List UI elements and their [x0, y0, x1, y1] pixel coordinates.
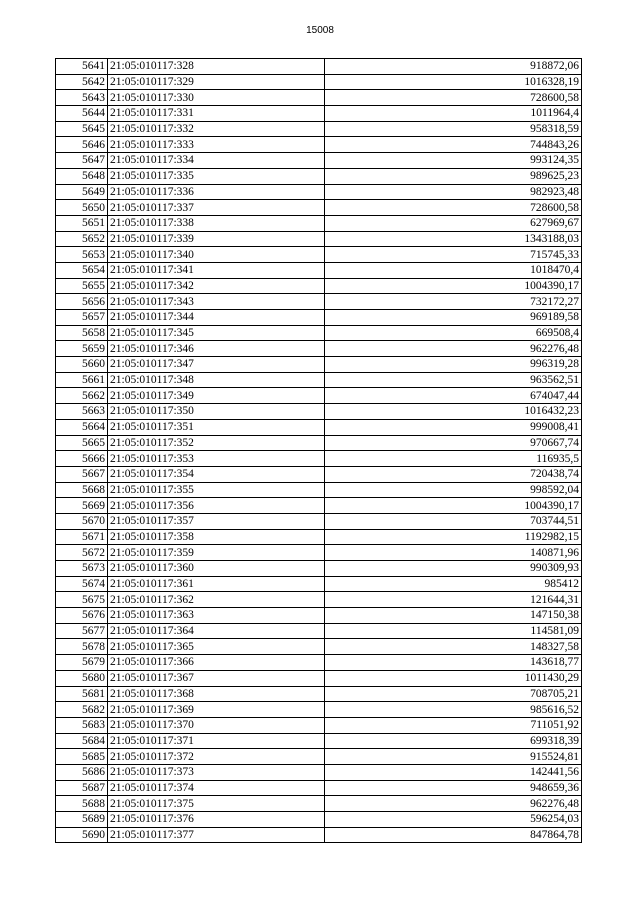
cadastral-number-cell: 21:05:010117:362: [108, 592, 325, 608]
table-row: [56, 153, 582, 169]
cadastral-number-cell: 21:05:010117:346: [108, 341, 325, 357]
cadastral-number-cell: 21:05:010117:354: [108, 466, 325, 482]
cadastral-number-cell: 21:05:010117:351: [108, 419, 325, 435]
row-number-cell: 5657: [56, 310, 108, 326]
row-number-cell: 5687: [56, 780, 108, 796]
table-row: [56, 388, 582, 404]
row-number-cell: 5660: [56, 357, 108, 373]
row-number-cell: 5646: [56, 137, 108, 153]
row-number-cell: 5672: [56, 545, 108, 561]
cadastral-value-cell: 114581,09: [325, 623, 582, 639]
cadastral-value-cell: 669508,4: [325, 325, 582, 341]
row-number-cell: 5670: [56, 513, 108, 529]
cadastral-number-cell: 21:05:010117:350: [108, 404, 325, 420]
cadastral-value-cell: 970667,74: [325, 435, 582, 451]
table-row: [56, 404, 582, 420]
table-row: [56, 325, 582, 341]
cadastral-value-cell: 918872,06: [325, 59, 582, 75]
row-number-cell: 5667: [56, 466, 108, 482]
page-number: 15008: [306, 25, 334, 36]
cadastral-value-cell: 915524,81: [325, 749, 582, 765]
row-number-cell: 5656: [56, 294, 108, 310]
table-row: [56, 106, 582, 122]
row-number-cell: 5681: [56, 686, 108, 702]
cadastral-number-cell: 21:05:010117:339: [108, 231, 325, 247]
row-number-cell: 5684: [56, 733, 108, 749]
cadastral-value-cell: 1004390,17: [325, 498, 582, 514]
table-row: [56, 310, 582, 326]
table-row: [56, 247, 582, 263]
cadastral-number-cell: 21:05:010117:328: [108, 59, 325, 75]
row-number-cell: 5689: [56, 812, 108, 828]
cadastral-number-cell: 21:05:010117:361: [108, 576, 325, 592]
cadastral-value-cell: 998592,04: [325, 482, 582, 498]
cadastral-value-cell: 711051,92: [325, 717, 582, 733]
table-row: [56, 451, 582, 467]
row-number-cell: 5674: [56, 576, 108, 592]
cadastral-number-cell: 21:05:010117:372: [108, 749, 325, 765]
row-number-cell: 5649: [56, 184, 108, 200]
table-row: [56, 827, 582, 843]
cadastral-value-cell: 962276,48: [325, 796, 582, 812]
cadastral-number-cell: 21:05:010117:334: [108, 153, 325, 169]
table-row: [56, 498, 582, 514]
cadastral-value-cell: 148327,58: [325, 639, 582, 655]
cadastral-number-cell: 21:05:010117:370: [108, 717, 325, 733]
row-number-cell: 5650: [56, 200, 108, 216]
table-row: [56, 121, 582, 137]
table-row: [56, 717, 582, 733]
table-row: [56, 780, 582, 796]
cadastral-number-cell: 21:05:010117:336: [108, 184, 325, 200]
table-row: [56, 262, 582, 278]
row-number-cell: 5675: [56, 592, 108, 608]
row-number-cell: 5686: [56, 764, 108, 780]
row-number-cell: 5651: [56, 215, 108, 231]
cadastral-value-cell: 958318,59: [325, 121, 582, 137]
cadastral-value-cell: 969189,58: [325, 310, 582, 326]
cadastral-value-cell: 989625,23: [325, 168, 582, 184]
table-row: [56, 357, 582, 373]
row-number-cell: 5642: [56, 74, 108, 90]
table-row: [56, 168, 582, 184]
cadastral-value-cell: 996319,28: [325, 357, 582, 373]
cadastral-value-cell: 1018470,4: [325, 262, 582, 278]
table-row: [56, 419, 582, 435]
row-number-cell: 5679: [56, 655, 108, 671]
table-row: [56, 670, 582, 686]
table-row: [56, 90, 582, 106]
cadastral-value-cell: 728600,58: [325, 90, 582, 106]
table-row: [56, 561, 582, 577]
table-row: [56, 74, 582, 90]
cadastral-number-cell: 21:05:010117:376: [108, 812, 325, 828]
cadastral-value-cell: 732172,27: [325, 294, 582, 310]
cadastral-value-cell: 1011430,29: [325, 670, 582, 686]
table-row: [56, 482, 582, 498]
cadastral-value-cell: 720438,74: [325, 466, 582, 482]
row-number-cell: 5663: [56, 404, 108, 420]
cadastral-value-cell: 999008,41: [325, 419, 582, 435]
cadastral-number-cell: 21:05:010117:340: [108, 247, 325, 263]
row-number-cell: 5655: [56, 278, 108, 294]
cadastral-number-cell: 21:05:010117:347: [108, 357, 325, 373]
row-number-cell: 5644: [56, 106, 108, 122]
cadastral-number-cell: 21:05:010117:349: [108, 388, 325, 404]
row-number-cell: 5682: [56, 702, 108, 718]
cadastral-value-cell: 847864,78: [325, 827, 582, 843]
cadastral-value-cell: 708705,21: [325, 686, 582, 702]
cadastral-value-cell: 985616,52: [325, 702, 582, 718]
row-number-cell: 5645: [56, 121, 108, 137]
row-number-cell: 5668: [56, 482, 108, 498]
table-row: [56, 592, 582, 608]
table-row: [56, 513, 582, 529]
row-number-cell: 5653: [56, 247, 108, 263]
cadastral-value-cell: 744843,26: [325, 137, 582, 153]
cadastral-value-cell: 121644,31: [325, 592, 582, 608]
row-number-cell: 5688: [56, 796, 108, 812]
cadastral-number-cell: 21:05:010117:355: [108, 482, 325, 498]
cadastral-value-cell: 1016432,23: [325, 404, 582, 420]
table-row: [56, 686, 582, 702]
cadastral-number-cell: 21:05:010117:345: [108, 325, 325, 341]
cadastral-number-cell: 21:05:010117:353: [108, 451, 325, 467]
row-number-cell: 5658: [56, 325, 108, 341]
table-row: [56, 608, 582, 624]
cadastral-number-cell: 21:05:010117:356: [108, 498, 325, 514]
row-number-cell: 5659: [56, 341, 108, 357]
cadastral-number-cell: 21:05:010117:367: [108, 670, 325, 686]
cadastral-value-cell: 1011964,4: [325, 106, 582, 122]
row-number-cell: 5677: [56, 623, 108, 639]
cadastral-value-cell: 985412: [325, 576, 582, 592]
cadastral-value-cell: 703744,51: [325, 513, 582, 529]
cadastral-number-cell: 21:05:010117:343: [108, 294, 325, 310]
table-row: [56, 294, 582, 310]
table-row: [56, 59, 582, 75]
cadastral-number-cell: 21:05:010117:329: [108, 74, 325, 90]
row-number-cell: 5683: [56, 717, 108, 733]
cadastral-number-cell: 21:05:010117:335: [108, 168, 325, 184]
cadastral-value-cell: 1004390,17: [325, 278, 582, 294]
table-row: [56, 372, 582, 388]
table-row: [56, 435, 582, 451]
table-row: [56, 639, 582, 655]
cadastral-number-cell: 21:05:010117:344: [108, 310, 325, 326]
cadastral-number-cell: 21:05:010117:368: [108, 686, 325, 702]
cadastral-number-cell: 21:05:010117:360: [108, 561, 325, 577]
cadastral-number-cell: 21:05:010117:365: [108, 639, 325, 655]
cadastral-value-cell: 147150,38: [325, 608, 582, 624]
row-number-cell: 5665: [56, 435, 108, 451]
cadastral-number-cell: 21:05:010117:364: [108, 623, 325, 639]
table-row: [56, 466, 582, 482]
cadastral-number-cell: 21:05:010117:375: [108, 796, 325, 812]
table-row: [56, 733, 582, 749]
table-row: [56, 529, 582, 545]
cadastral-number-cell: 21:05:010117:373: [108, 764, 325, 780]
cadastral-value-table: [55, 58, 582, 843]
table-row: [56, 749, 582, 765]
cadastral-value-cell: 982923,48: [325, 184, 582, 200]
table-row: [56, 764, 582, 780]
cadastral-number-cell: 21:05:010117:374: [108, 780, 325, 796]
cadastral-number-cell: 21:05:010117:352: [108, 435, 325, 451]
row-number-cell: 5669: [56, 498, 108, 514]
cadastral-value-cell: 715745,33: [325, 247, 582, 263]
row-number-cell: 5676: [56, 608, 108, 624]
cadastral-number-cell: 21:05:010117:338: [108, 215, 325, 231]
table-row: [56, 545, 582, 561]
cadastral-number-cell: 21:05:010117:348: [108, 372, 325, 388]
table-row: [56, 231, 582, 247]
row-number-cell: 5690: [56, 827, 108, 843]
row-number-cell: 5652: [56, 231, 108, 247]
cadastral-value-cell: 990309,93: [325, 561, 582, 577]
table-row: [56, 200, 582, 216]
cadastral-value-cell: 963562,51: [325, 372, 582, 388]
cadastral-value-cell: 1192982,15: [325, 529, 582, 545]
cadastral-value-cell: 1343188,03: [325, 231, 582, 247]
table-row: [56, 623, 582, 639]
cadastral-value-cell: 962276,48: [325, 341, 582, 357]
row-number-cell: 5647: [56, 153, 108, 169]
cadastral-number-cell: 21:05:010117:359: [108, 545, 325, 561]
table-row: [56, 215, 582, 231]
table-row: [56, 812, 582, 828]
cadastral-value-cell: 142441,56: [325, 764, 582, 780]
table-row: [56, 184, 582, 200]
cadastral-number-cell: 21:05:010117:333: [108, 137, 325, 153]
cadastral-number-cell: 21:05:010117:341: [108, 262, 325, 278]
cadastral-value-cell: 699318,39: [325, 733, 582, 749]
row-number-cell: 5678: [56, 639, 108, 655]
cadastral-value-cell: 1016328,19: [325, 74, 582, 90]
cadastral-number-cell: 21:05:010117:377: [108, 827, 325, 843]
row-number-cell: 5662: [56, 388, 108, 404]
row-number-cell: 5680: [56, 670, 108, 686]
cadastral-value-cell: 728600,58: [325, 200, 582, 216]
cadastral-value-cell: 674047,44: [325, 388, 582, 404]
table-row: [56, 702, 582, 718]
cadastral-value-cell: 993124,35: [325, 153, 582, 169]
cadastral-number-cell: 21:05:010117:357: [108, 513, 325, 529]
row-number-cell: 5673: [56, 561, 108, 577]
row-number-cell: 5671: [56, 529, 108, 545]
cadastral-value-cell: 627969,67: [325, 215, 582, 231]
row-number-cell: 5654: [56, 262, 108, 278]
table-row: [56, 796, 582, 812]
cadastral-number-cell: 21:05:010117:342: [108, 278, 325, 294]
cadastral-value-cell: 143618,77: [325, 655, 582, 671]
cadastral-value-cell: 116935,5: [325, 451, 582, 467]
cadastral-number-cell: 21:05:010117:358: [108, 529, 325, 545]
cadastral-number-cell: 21:05:010117:330: [108, 90, 325, 106]
table-body: [56, 59, 582, 843]
row-number-cell: 5648: [56, 168, 108, 184]
cadastral-value-cell: 948659,36: [325, 780, 582, 796]
cadastral-number-cell: 21:05:010117:332: [108, 121, 325, 137]
cadastral-number-cell: 21:05:010117:371: [108, 733, 325, 749]
row-number-cell: 5643: [56, 90, 108, 106]
row-number-cell: 5664: [56, 419, 108, 435]
cadastral-value-cell: 596254,03: [325, 812, 582, 828]
table-row: [56, 278, 582, 294]
cadastral-value-cell: 140871,96: [325, 545, 582, 561]
row-number-cell: 5661: [56, 372, 108, 388]
table-row: [56, 655, 582, 671]
cadastral-number-cell: 21:05:010117:369: [108, 702, 325, 718]
row-number-cell: 5641: [56, 59, 108, 75]
row-number-cell: 5666: [56, 451, 108, 467]
cadastral-number-cell: 21:05:010117:337: [108, 200, 325, 216]
cadastral-number-cell: 21:05:010117:331: [108, 106, 325, 122]
table-row: [56, 576, 582, 592]
row-number-cell: 5685: [56, 749, 108, 765]
table-row: [56, 341, 582, 357]
cadastral-number-cell: 21:05:010117:363: [108, 608, 325, 624]
cadastral-number-cell: 21:05:010117:366: [108, 655, 325, 671]
table-row: [56, 137, 582, 153]
